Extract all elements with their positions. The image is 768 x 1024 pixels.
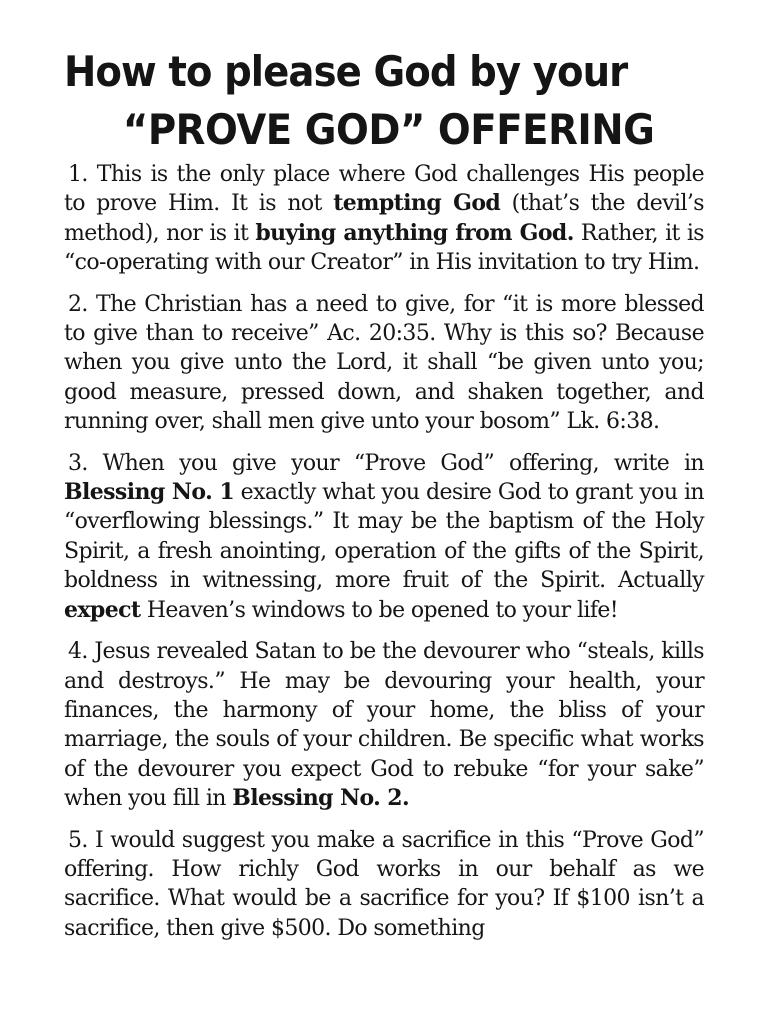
paragraph-text: Rather, it is “co-operating with our Creator” in His invitation to try Him. xyxy=(64,220,704,276)
paragraph-1 xyxy=(64,160,704,278)
title-line-1: How to please God by your xyxy=(64,47,628,96)
paragraph-text: exactly what you desire God to grant you in “overflowing blessings.” It may be the baptism of the Holy Spirit, a fresh anointing, operation of the gifts of the Spirit, boldness in witnessing, more fruit of the Spirit. Actually xyxy=(64,480,704,594)
paragraph-number: 4. xyxy=(68,639,88,665)
paragraph-list xyxy=(64,160,704,943)
paragraph-text: I would suggest you make a sacrifice in this “Prove God” offering. How richly God works in our behalf as we sacrifice. What would be a sacrifice for you? If $100 isn’t a sacrifice, then give $500. Do something xyxy=(64,827,704,941)
paragraph-5 xyxy=(64,826,704,944)
paragraph-3 xyxy=(64,449,704,625)
paragraph-emphasis: buying anything from God. xyxy=(255,219,574,246)
paragraph-text: The Christian has a need to give, for “it is more blessed to give than to receive” Ac. 20:35. Why is this so? Because when you give unto the Lord, it shall “be given unto you; good measure, pressed down, and shaken together, and running over, shall men give unto your bosom” Lk. 6:38. xyxy=(64,291,704,435)
paragraph-text: (that’s the devil’s method), nor is it xyxy=(64,191,704,246)
paragraph-text: This is the only place where God challenges His people to prove Him. It is not xyxy=(64,162,704,217)
paragraph-emphasis: tempting God xyxy=(333,190,501,217)
page-title xyxy=(64,44,704,160)
paragraph-emphasis: Blessing No. 2. xyxy=(232,785,410,812)
paragraph-number: 5. xyxy=(68,827,88,853)
paragraph-4 xyxy=(64,637,704,813)
paragraph-text: When you give your “Prove God” offering, write in xyxy=(87,450,704,476)
paragraph-emphasis: Blessing No. 1 xyxy=(64,479,235,506)
document-page xyxy=(64,44,704,955)
paragraph-2 xyxy=(64,290,704,437)
paragraph-text: Jesus revealed Satan to be the devourer who “steals, kills and destroys.” He may be devouring your health, your finances, the harmony of your home, the bliss of your marriage, the souls of your children. Be specific what works of the devourer you expect God to rebuke “for your sake” when you fill in xyxy=(64,639,704,812)
paragraph-emphasis: expect xyxy=(64,596,141,623)
paragraph-number: 2. xyxy=(68,291,88,317)
paragraph-number: 3. xyxy=(68,450,88,476)
paragraph-number: 1. xyxy=(68,162,88,187)
title-line-2: “PROVE GOD” OFFERING xyxy=(122,105,655,154)
paragraph-text: Heaven’s windows to be opened to your life! xyxy=(140,597,619,623)
